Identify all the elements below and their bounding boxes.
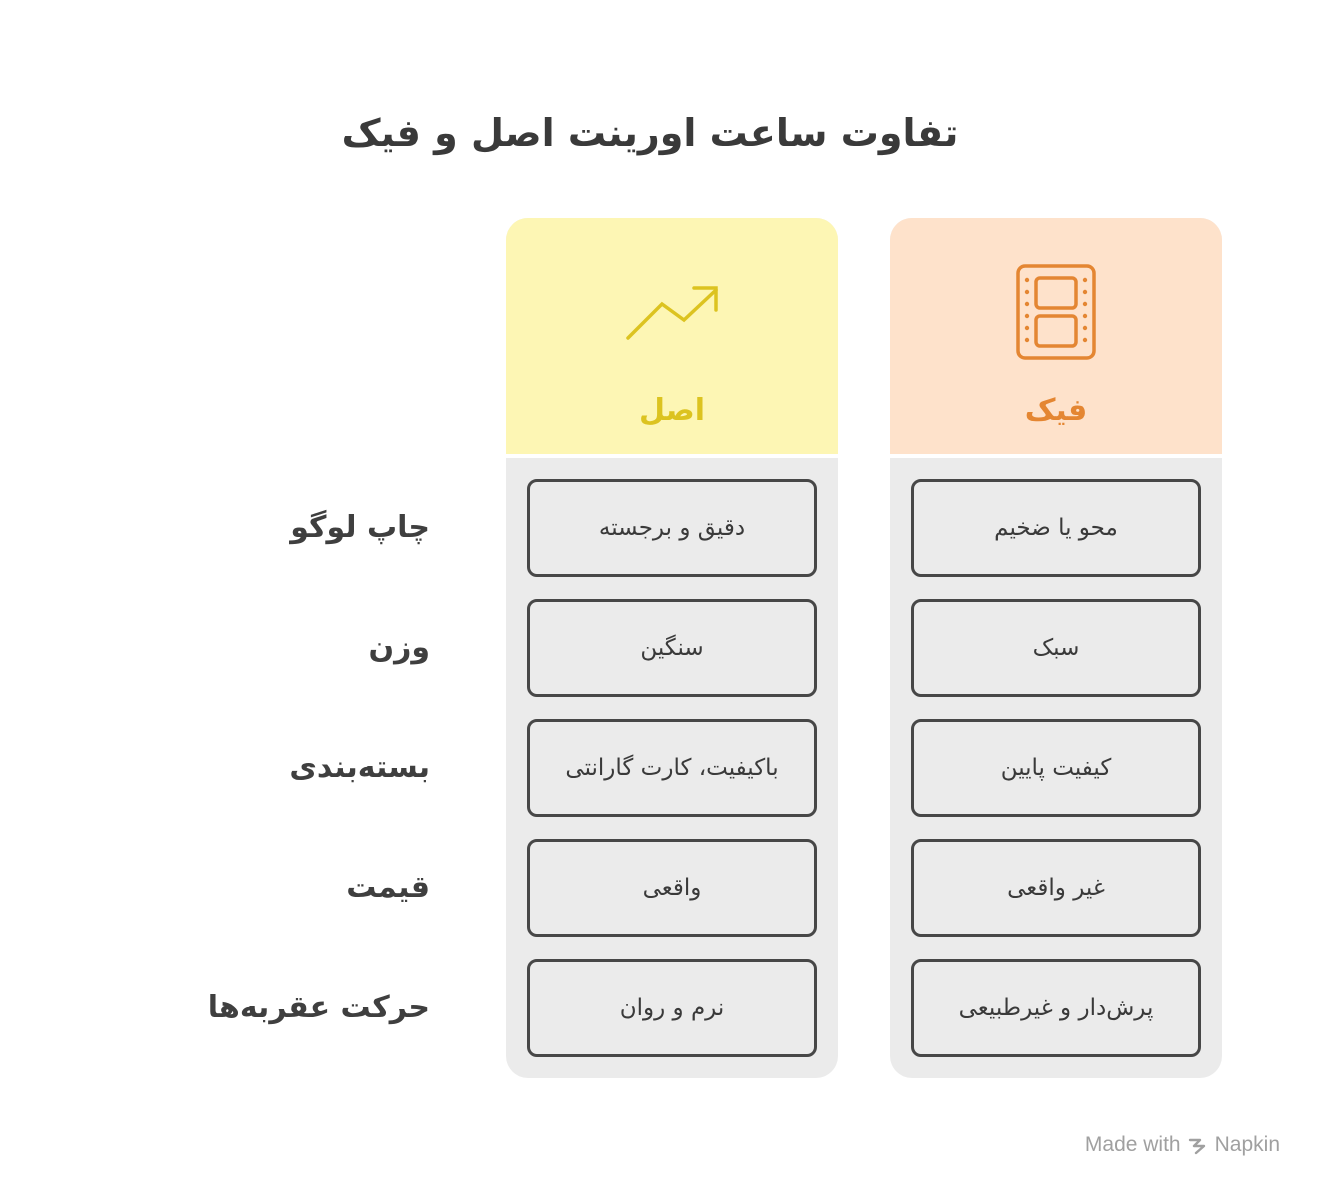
cell-fake-logo-print: محو یا ضخیم [911, 479, 1201, 577]
row-label-packaging: بسته‌بندی [289, 750, 430, 785]
cell-fake-hand-movement: پرش‌دار و غیرطبیعی [911, 959, 1201, 1057]
cell-fake-packaging: کیفیت پایین [911, 719, 1201, 817]
column-divider [890, 454, 1222, 458]
cell-original-packaging: باکیفیت، کارت گارانتی [527, 719, 817, 817]
cell-fake-weight: سبک [911, 599, 1201, 697]
cell-original-weight: سنگین [527, 599, 817, 697]
napkin-watermark [1050, 1130, 1280, 1160]
row-label-price: قیمت [346, 870, 430, 905]
made-with-text: Made with [1084, 1133, 1181, 1156]
column-fake [890, 218, 1222, 1078]
column-fake-header [890, 218, 1222, 454]
column-fake-label: فیک [1024, 393, 1088, 428]
page-title: تفاوت ساعت اورینت اصل و فیک [341, 111, 959, 155]
napkin-brand-text: Napkin [1214, 1133, 1280, 1156]
column-divider [506, 454, 838, 458]
film-strip-icon [996, 258, 1116, 368]
cell-original-hand-movement: نرم و روان [527, 959, 817, 1057]
column-original-label: اصل [638, 393, 706, 428]
napkin-logo-icon [1187, 1134, 1209, 1156]
column-original [506, 218, 838, 1078]
column-original-header [506, 218, 838, 454]
row-label-weight: وزن [368, 630, 430, 665]
trending-up-icon [612, 258, 732, 368]
cell-fake-price: غیر واقعی [911, 839, 1201, 937]
cell-original-logo-print: دقیق و برجسته [527, 479, 817, 577]
row-label-hand-movement: حرکت عقربه‌ها [207, 990, 430, 1025]
cell-original-price: واقعی [527, 839, 817, 937]
row-label-logo-print: چاپ لوگو [290, 510, 430, 545]
